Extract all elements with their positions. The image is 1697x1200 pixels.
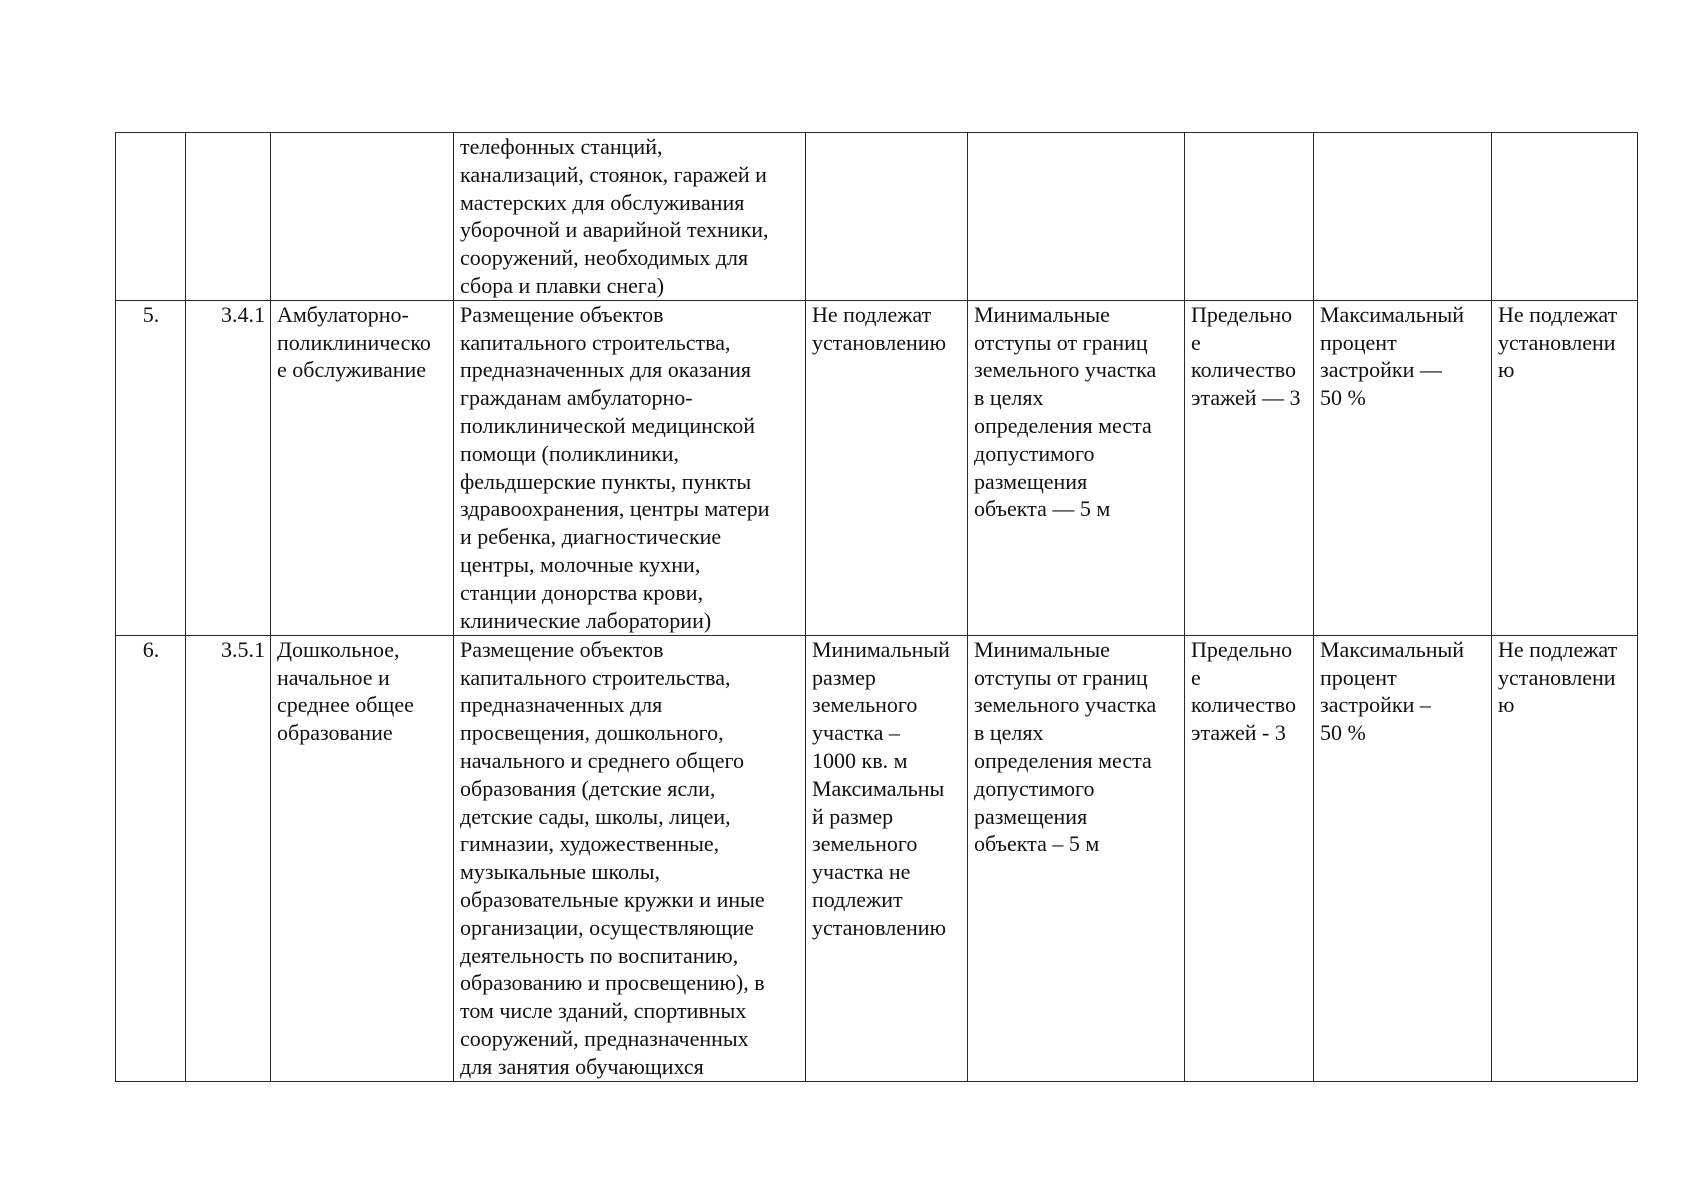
use-description-cell: телефонных станций, канализаций, стоянок, гаражей и мастерских для обслуживания уборочной и аварийной техники, сооружений, необходимых для сбора и плавки снега) <box>454 133 806 301</box>
row-number-cell <box>116 133 186 301</box>
floors-cell <box>1185 133 1314 301</box>
use-code-cell: 3.4.1 <box>186 300 271 635</box>
row-number-cell: 5. <box>116 300 186 635</box>
plot-size-cell: Не подлежат установлению <box>806 300 968 635</box>
use-name-cell: Дошкольное, начальное и среднее общее образование <box>271 635 454 1081</box>
setbacks-cell: Минимальные отступы от границ земельного участка в целях определения места допустимого размещения объекта – 5 м <box>968 635 1185 1081</box>
use-code-cell <box>186 133 271 301</box>
setbacks-cell: Минимальные отступы от границ земельного участка в целях определения места допустимого размещения объекта — 5 м <box>968 300 1185 635</box>
zoning-regulations-table <box>115 132 1638 1082</box>
floors-cell: Предельно е количество этажей - 3 <box>1185 635 1314 1081</box>
plot-size-cell <box>806 133 968 301</box>
use-description-cell: Размещение объектов капитального строительства, предназначенных для оказания гражданам амбулаторно- поликлинической медицинской помощи (поликлиники, фельдшерские пункты, пункты здравоохранения, центры матери и ребенка, диагностические центры, молочные кухни, станции донорства крови, клинические лаборатории) <box>454 300 806 635</box>
other-params-cell <box>1492 133 1638 301</box>
setbacks-cell <box>968 133 1185 301</box>
use-code-cell: 3.5.1 <box>186 635 271 1081</box>
table-row <box>116 635 1638 1081</box>
use-name-cell <box>271 133 454 301</box>
row-number-cell: 6. <box>116 635 186 1081</box>
floors-cell: Предельно е количество этажей — 3 <box>1185 300 1314 635</box>
use-description-cell: Размещение объектов капитального строительства, предназначенных для просвещения, дошкольного, начального и среднего общего образования (детские ясли, детские сады, школы, лицеи, гимназии, художественные, музыкальные школы, образовательные кружки и иные организации, осуществляющие деятельность по воспитанию, образованию и просвещению), в том числе зданий, спортивных сооружений, предназначенных для занятия обучающихся <box>454 635 806 1081</box>
table-row <box>116 133 1638 301</box>
other-params-cell: Не подлежат установлени ю <box>1492 635 1638 1081</box>
coverage-cell <box>1314 133 1492 301</box>
table-row <box>116 300 1638 635</box>
plot-size-cell: Минимальный размер земельного участка – 1000 кв. м Максимальны й размер земельного участка не подлежит установлению <box>806 635 968 1081</box>
use-name-cell: Амбулаторно- поликлиническо е обслуживание <box>271 300 454 635</box>
coverage-cell: Максимальный процент застройки — 50 % <box>1314 300 1492 635</box>
other-params-cell: Не подлежат установлени ю <box>1492 300 1638 635</box>
coverage-cell: Максимальный процент застройки – 50 % <box>1314 635 1492 1081</box>
